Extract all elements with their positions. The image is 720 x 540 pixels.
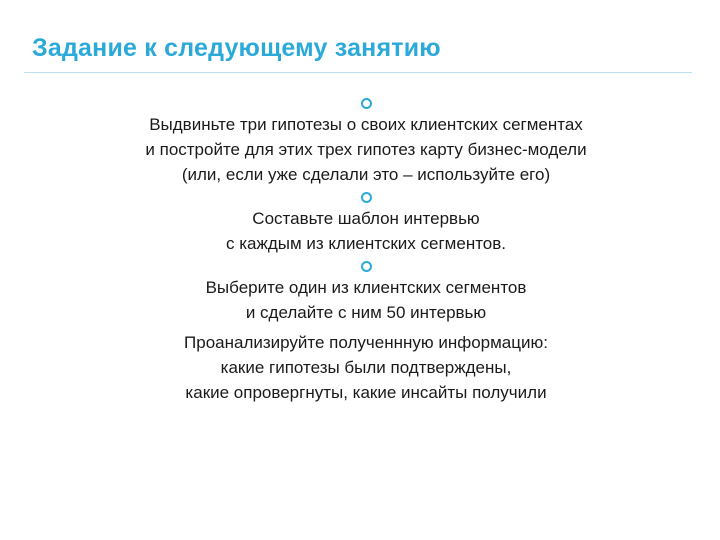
task-line: какие гипотезы были подтверждены, [220, 358, 512, 377]
task-line: Выдвиньте три гипотезы о своих клиентских сегментах [149, 115, 583, 134]
task-item [40, 192, 692, 256]
task-line: Проанализируйте полученнную информацию: [184, 333, 548, 352]
task-item [40, 261, 692, 325]
circle-bullet-icon [361, 261, 372, 272]
task-text [40, 112, 692, 187]
task-line: с каждым из клиентских сегментов. [225, 234, 507, 253]
slide-title: Задание к следующему занятию [32, 34, 441, 62]
task-line: какие опровергнуты, какие инсайты получили [185, 383, 547, 402]
circle-bullet-icon [361, 98, 372, 109]
circle-bullet-icon [361, 192, 372, 203]
task-line: (или, если уже сделали это – используйте его) [181, 165, 551, 184]
task-line: Выберите один из клиентских сегментов [205, 278, 527, 297]
task-item [40, 98, 692, 187]
task-item [40, 330, 692, 405]
task-line: Составьте шаблон интервью [252, 209, 480, 228]
task-line: и постройте для этих трех гипотез карту бизнес-модели [145, 140, 587, 159]
task-text [40, 275, 692, 325]
task-text [40, 206, 692, 256]
task-text [40, 330, 692, 405]
task-list [40, 98, 692, 410]
title-divider [24, 72, 692, 73]
task-line: и сделайте с ним 50 интервью [245, 303, 487, 322]
